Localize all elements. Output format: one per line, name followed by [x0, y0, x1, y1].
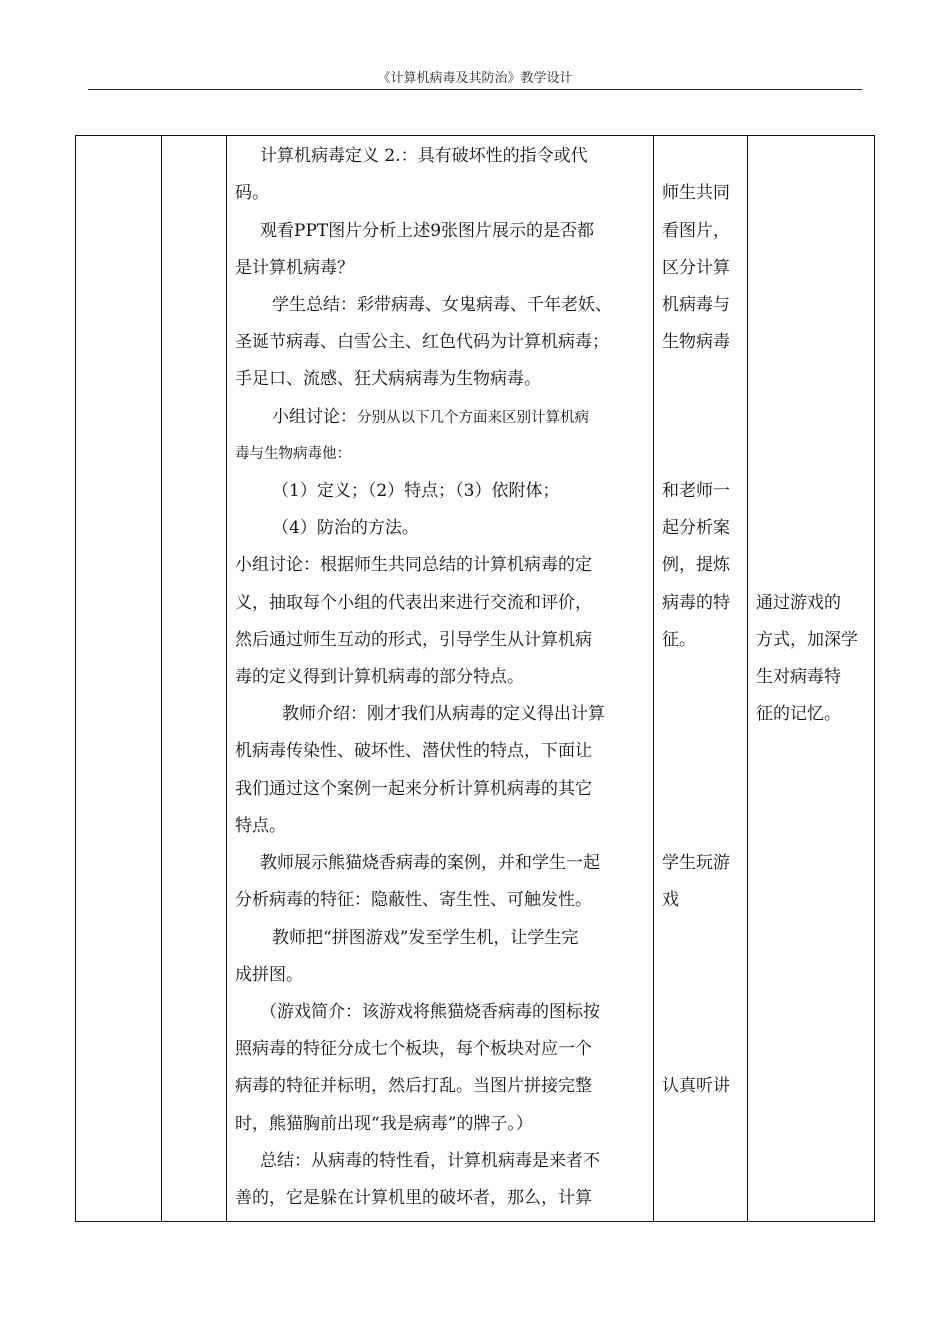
text-line — [260, 851, 600, 875]
text-line-main: 病毒的特征并标明，然后打乱。当图片拼接完整 — [235, 1076, 592, 1096]
text-line — [235, 553, 592, 577]
text-line-main: 师生共同 — [662, 183, 730, 203]
text-line — [662, 851, 730, 875]
text-line — [662, 591, 730, 615]
text-line — [235, 181, 269, 205]
text-line-main: 善的，它是躲在计算机里的破坏者，那么，计算 — [235, 1188, 592, 1208]
text-line-main: 通过游戏的 — [756, 593, 841, 613]
text-line-main: 毒的定义得到计算机病毒的部分特点。 — [235, 667, 524, 687]
text-line — [260, 1000, 600, 1024]
text-line-main: 起分析案 — [662, 518, 730, 538]
text-line-main: 毒与生物病毒他： — [235, 446, 351, 462]
text-line-main: 计算机病毒定义 2.：具有破坏性的指令或代 — [260, 146, 588, 166]
text-line — [662, 330, 730, 354]
text-line-main: 教师把“拼图游戏”发至学生机，让学生完 — [272, 928, 579, 948]
text-line — [662, 516, 730, 540]
text-line-main: 总结：从病毒的特性看，计算机病毒是来者不 — [260, 1151, 600, 1171]
text-line — [662, 181, 730, 205]
text-line — [662, 256, 730, 280]
text-line-main: 观看PPT图片分析上述9张图片展示的是否都 — [260, 221, 595, 241]
text-line — [235, 442, 351, 466]
text-line — [662, 293, 730, 317]
text-line — [272, 293, 612, 317]
column-design-intent — [748, 136, 874, 1221]
text-line — [260, 144, 588, 168]
text-line-small: 分别从以下几个方面来区别计算机病 — [357, 410, 589, 426]
text-line — [235, 1186, 592, 1210]
text-line-main: 圣诞节病毒、白雪公主、红色代码为计算机病毒； — [235, 332, 609, 352]
text-line-main: 征的记忆。 — [756, 704, 841, 724]
text-line — [272, 926, 578, 950]
text-line — [756, 628, 858, 652]
text-line-main: 学生总结：彩带病毒、女鬼病毒、千年老妖、 — [272, 295, 612, 315]
text-line-main: 和老师一 — [662, 481, 730, 501]
text-line-main: 小组讨论： — [272, 407, 357, 427]
text-line — [235, 814, 286, 838]
text-line-main: 然后通过师生互动的形式，引导学生从计算机病 — [235, 630, 592, 650]
text-line — [282, 702, 605, 726]
text-line — [235, 1112, 533, 1136]
text-line-main: 生对病毒特 — [756, 667, 841, 687]
text-line-main: 病毒的特 — [662, 593, 730, 613]
text-line — [235, 591, 592, 615]
text-line-main: 认真听讲 — [662, 1076, 730, 1096]
text-line — [235, 1074, 592, 1098]
column-stage — [76, 136, 162, 1221]
text-line — [260, 1149, 600, 1173]
text-line-main: 区分计算 — [662, 258, 730, 278]
text-line — [235, 330, 609, 354]
text-line-main: 时，熊猫胸前出现“我是病毒”的牌子。） — [235, 1114, 533, 1134]
text-line-main: 教师介绍：刚才我们从病毒的定义得出计算 — [282, 704, 605, 724]
text-line — [272, 479, 559, 503]
text-line — [260, 219, 594, 243]
text-line-main: （1）定义；（2）特点；（3）依附体； — [272, 481, 560, 501]
text-line-main: 机病毒传染性、破坏性、潜伏性的特点，下面让 — [235, 741, 592, 761]
text-line-main: 小组讨论：根据师生共同总结的计算机病毒的定 — [235, 555, 592, 575]
text-line — [662, 1074, 730, 1098]
text-line — [235, 777, 592, 801]
text-line — [235, 628, 592, 652]
column-student-activity — [654, 136, 748, 1221]
text-line-main: （4）防治的方法。 — [272, 518, 419, 538]
text-line — [272, 516, 419, 540]
text-line — [662, 628, 696, 652]
text-line-main: 机病毒与 — [662, 295, 730, 315]
text-line — [756, 702, 841, 726]
column-teaching-content — [227, 136, 654, 1221]
text-line-main: 例，提炼 — [662, 555, 730, 575]
text-line-main: 照病毒的特征分成七个板块，每个板块对应一个 — [235, 1039, 592, 1059]
text-line — [662, 479, 730, 503]
page-header-title: 《计算机病毒及其防治》教学设计 — [377, 71, 573, 86]
text-line-main: 方式，加深学 — [756, 630, 858, 650]
text-line-main: 我们通过这个案例一起来分析计算机病毒的其它 — [235, 779, 592, 799]
text-line-main: 戏 — [662, 890, 679, 910]
text-line-main: 教师展示熊猫烧香病毒的案例，并和学生一起 — [260, 853, 600, 873]
lesson-table — [75, 135, 875, 1222]
text-line — [662, 219, 730, 243]
text-line-main: 码。 — [235, 183, 269, 203]
column-time — [162, 136, 227, 1221]
header-divider — [88, 89, 862, 90]
text-line-main: 成拼图。 — [235, 965, 303, 985]
text-line — [756, 591, 841, 615]
text-line-main: 征。 — [662, 630, 696, 650]
text-line-main: （游戏简介：该游戏将熊猫烧香病毒的图标按 — [260, 1002, 600, 1022]
text-line — [756, 665, 841, 689]
text-line — [235, 256, 354, 280]
text-line — [235, 739, 592, 763]
text-line-main: 分析病毒的特征：隐蔽性、寄生性、可触发性。 — [235, 890, 592, 910]
text-line — [662, 553, 730, 577]
text-line — [235, 367, 541, 391]
text-line-main: 义，抽取每个小组的代表出来进行交流和评价， — [235, 593, 592, 613]
text-line — [662, 888, 679, 912]
text-line-main: 看图片， — [662, 221, 730, 241]
text-line-main: 学生玩游 — [662, 853, 730, 873]
text-line-main: 特点。 — [235, 816, 286, 836]
text-line — [235, 963, 303, 987]
text-line — [235, 1037, 592, 1061]
text-line — [235, 665, 524, 689]
text-line-main: 是计算机病毒？ — [235, 258, 354, 278]
text-line — [235, 888, 592, 912]
text-line-main: 手足口、流感、狂犬病病毒为生物病毒。 — [235, 369, 541, 389]
text-line — [272, 405, 589, 430]
text-line-main: 生物病毒 — [662, 332, 730, 352]
